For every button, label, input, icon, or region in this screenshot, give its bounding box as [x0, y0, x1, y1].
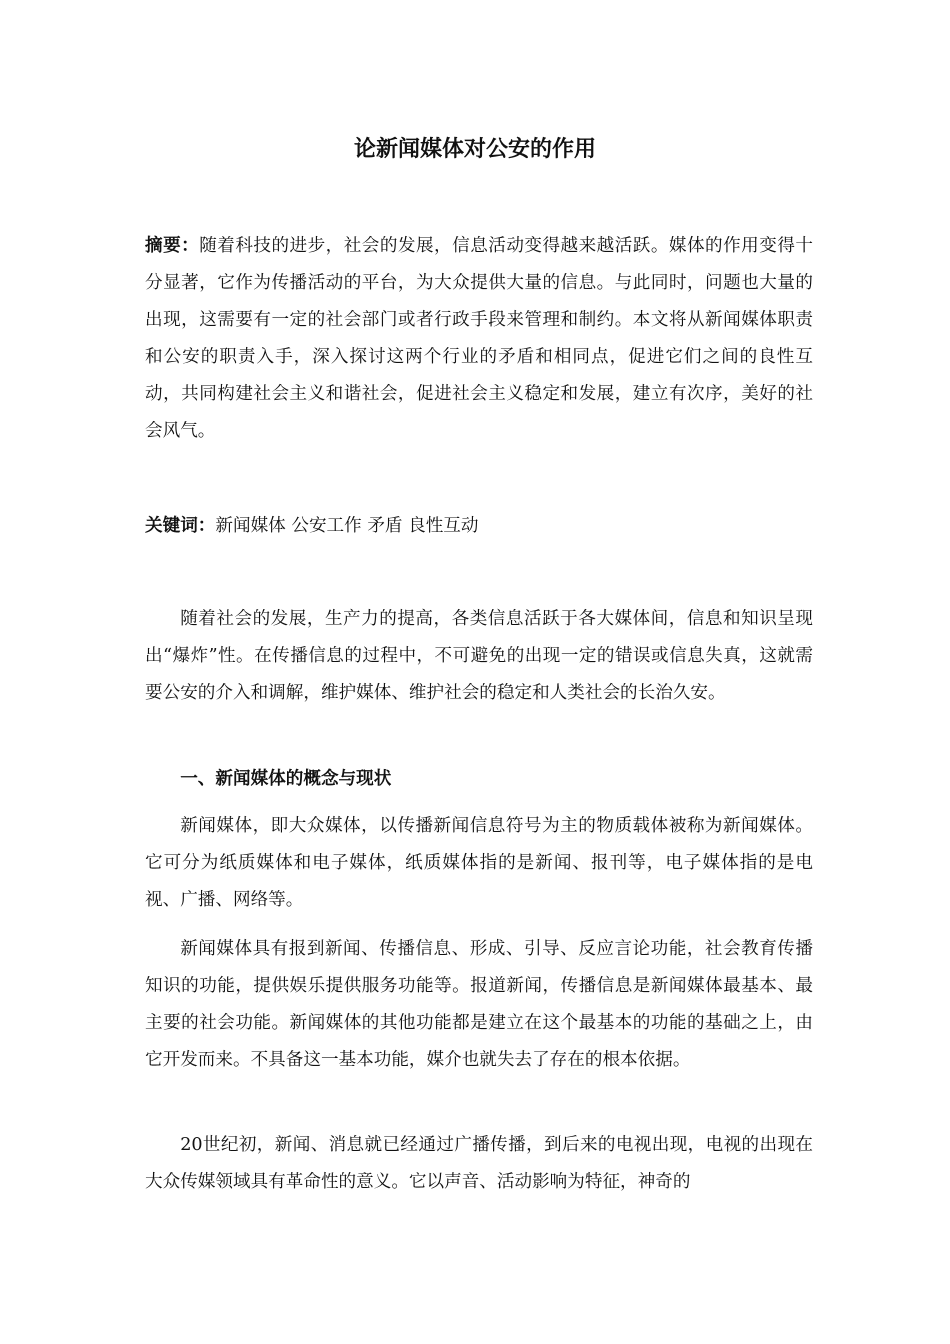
section1-paragraph: 新闻媒体具有报到新闻、传播信息、形成、引导、反应言论功能，社会教育传播知识的功能，提供娱乐提供服务功能等。报道新闻，传播信息是新闻媒体最基本、最主要的社会功能。新闻媒体的其他功能都是建立在这个最基本的功能的基础之上，由它开发而来。不具备这一基本功能，媒介也就失去了存在的根本依据。	[145, 939, 813, 1070]
keywords-label: 关键词：	[145, 516, 216, 536]
abstract-label: 摘要：	[145, 236, 200, 256]
section1-paragraph: 新闻媒体，即大众媒体，以传播新闻信息符号为主的物质载体被称为新闻媒体。它可分为纸质媒体和电子媒体，纸质媒体指的是新闻、报刊等，电子媒体指的是电视、广播、网络等。	[145, 816, 813, 910]
section1-heading-block	[145, 761, 813, 798]
abstract-paragraph	[145, 228, 813, 450]
keywords-text: 新闻媒体 公安工作 矛盾 良性互动	[215, 516, 479, 536]
keywords-section	[145, 508, 813, 545]
section1-heading: 一、新闻媒体的概念与现状	[180, 769, 392, 789]
abstract-section	[145, 228, 813, 450]
section1-paragraph: 20世纪初，新闻、消息就已经通过广播传播，到后来的电视出现，电视的出现在大众传媒领域具有革命性的意义。它以声音、活动影响为特征，神奇的	[145, 1135, 813, 1192]
section1-paragraph-1-block	[145, 808, 813, 919]
abstract-text: 随着科技的进步，社会的发展，信息活动变得越来越活跃。媒体的作用变得十分显著，它作为传播活动的平台，为大众提供大量的信息。与此同时，问题也大量的出现，这需要有一定的社会部门或者行政手段来管理和制约。本文将从新闻媒体职责和公安的职责入手，深入探讨这两个行业的矛盾和相同点，促进它们之间的良性互动，共同构建社会主义和谐社会，促进社会主义稳定和发展，建立有次序，美好的社会风气。	[145, 236, 813, 441]
intro-paragraph: 随着社会的发展，生产力的提高，各类信息活跃于各大媒体间，信息和知识呈现出“爆炸”性。在传播信息的过程中，不可避免的出现一定的错误或信息失真，这就需要公安的介入和调解，维护媒体、维护社会的稳定和人类社会的长治久安。	[145, 609, 813, 703]
section1-paragraph-2-block	[145, 931, 813, 1079]
section1-paragraph-3-block	[145, 1127, 813, 1201]
keywords-paragraph	[145, 508, 813, 545]
document-title: 论新闻媒体对公安的作用	[353, 137, 596, 162]
intro-section	[145, 601, 813, 712]
